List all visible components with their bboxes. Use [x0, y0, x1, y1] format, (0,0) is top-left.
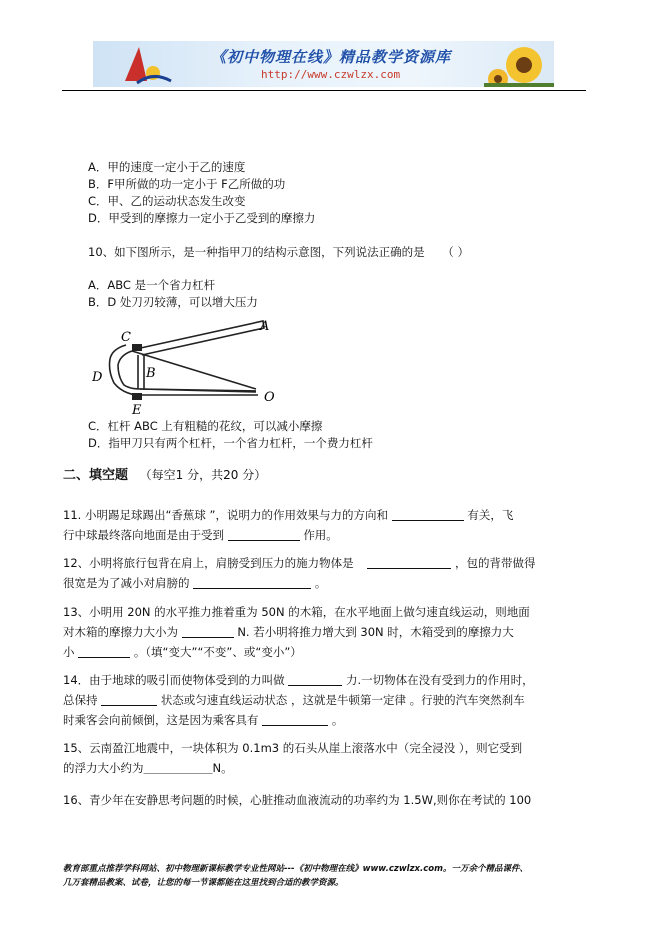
section-title: 二、填空题	[63, 468, 129, 483]
header-rule	[62, 90, 586, 91]
answer-blank[interactable]	[288, 673, 342, 686]
answer-blank[interactable]	[262, 713, 328, 726]
label-o: O	[264, 390, 275, 405]
option-b-prev: B．F甲所做的功一定小于 F乙所做的功	[88, 177, 286, 191]
question-10-text: 10、如下图所示，是一种指甲刀的结构示意图，下列说法正确的是	[88, 245, 425, 259]
q10-option-c: C．杠杆 ABC 上有粗糙的花纹，可以减小摩擦	[88, 419, 323, 433]
answer-blank[interactable]	[228, 528, 300, 541]
question-14: 14．由于地球的吸引而使物体受到的力叫做 力.一切物体在没有受到力的作用时， 总保持 状态或匀速直线运动状态 ，这就是牛顿第一定律 。行驶的汽车突然刹车 时乘客会向前倾倒，这是因为乘客具有 。	[63, 673, 534, 727]
question-11: 11. 小明踢足球踢出“香蕉球 ”，说明力的作用效果与力的方向和 有关，飞 行中球最终落向地面是由于受到 作用。	[63, 508, 514, 542]
q10-option-b: B．D 处刀刃较薄，可以增大压力	[88, 295, 258, 309]
section-note: （每空1 分，共20 分）	[139, 468, 267, 482]
question-15: 15、云南盈江地震中，一块体积为 0.1m3 的石头从崖上滚落水中（完全浸没 ），则它受到 的浮力大小约为＿＿＿＿＿＿N。	[63, 741, 523, 775]
answer-blank[interactable]	[193, 576, 311, 589]
section-2-heading	[63, 468, 266, 483]
question-10-stem	[88, 245, 469, 260]
banner-url[interactable]: http://www.czwlzx.com	[261, 68, 401, 81]
sunflower-icon	[484, 41, 554, 87]
answer-blank[interactable]	[392, 508, 464, 521]
question-12: 12、小明将旅行包背在肩上，肩膀受到压力的施力物体是 ，包的背带做得 很宽是为了减小对肩膀的 。	[63, 556, 536, 590]
answer-paren: （ ）	[442, 245, 469, 259]
question-16: 16、青少年在安静思考问题的时候，心脏推动血液流动的功率约为 1.5W,则你在考试的 100	[63, 793, 532, 807]
pivot-c-mark	[132, 344, 142, 351]
option-d-prev: D．甲受到的摩擦力一定小于乙受到的摩擦力	[88, 211, 316, 225]
label-c: C	[121, 330, 131, 345]
footer-line-1: 教育部重点推荐学科网站、初中物理新课标教学专业性网站---《初中物理在线》www.czwlzx.com。一万余个精品课件、	[63, 864, 528, 874]
answer-blank[interactable]	[101, 693, 157, 706]
answer-blank[interactable]	[367, 556, 451, 569]
option-c-prev: C．甲、乙的运动状态发生改变	[88, 194, 246, 208]
label-b: B	[146, 366, 156, 381]
page-footer	[63, 862, 603, 890]
footer-line-2: 几万套精品教案、试卷，让您的每一节课都能在这里找到合适的教学资源。	[63, 878, 344, 888]
label-a: A	[260, 319, 270, 334]
option-a-prev: A．甲的速度一定小于乙的速度	[88, 160, 246, 174]
logo-icon	[117, 41, 177, 87]
q10-option-d: D．指甲刀只有两个杠杆，一个省力杠杆，一个费力杠杆	[88, 436, 373, 450]
nail-clipper-diagram	[88, 315, 288, 417]
answer-blank[interactable]	[182, 625, 234, 638]
header-banner	[93, 41, 554, 87]
label-e: E	[132, 403, 142, 417]
label-d: D	[92, 370, 103, 385]
q10-option-a: A．ABC 是一个省力杠杆	[88, 278, 216, 292]
pivot-e-mark	[132, 393, 142, 400]
answer-blank[interactable]	[78, 645, 130, 658]
question-13: 13、小明用 20N 的水平推力推着重为 50N 的木箱，在水平地面上做匀速直线运动，则地面 对木箱的摩擦力大小为 N. 若小明将推力增大到 30N 时，木箱受到的摩擦力大 小 。（填“变大”“不变”、或“变小”）	[63, 605, 530, 659]
banner-title: 《初中物理在线》精品教学资源库	[211, 48, 452, 66]
